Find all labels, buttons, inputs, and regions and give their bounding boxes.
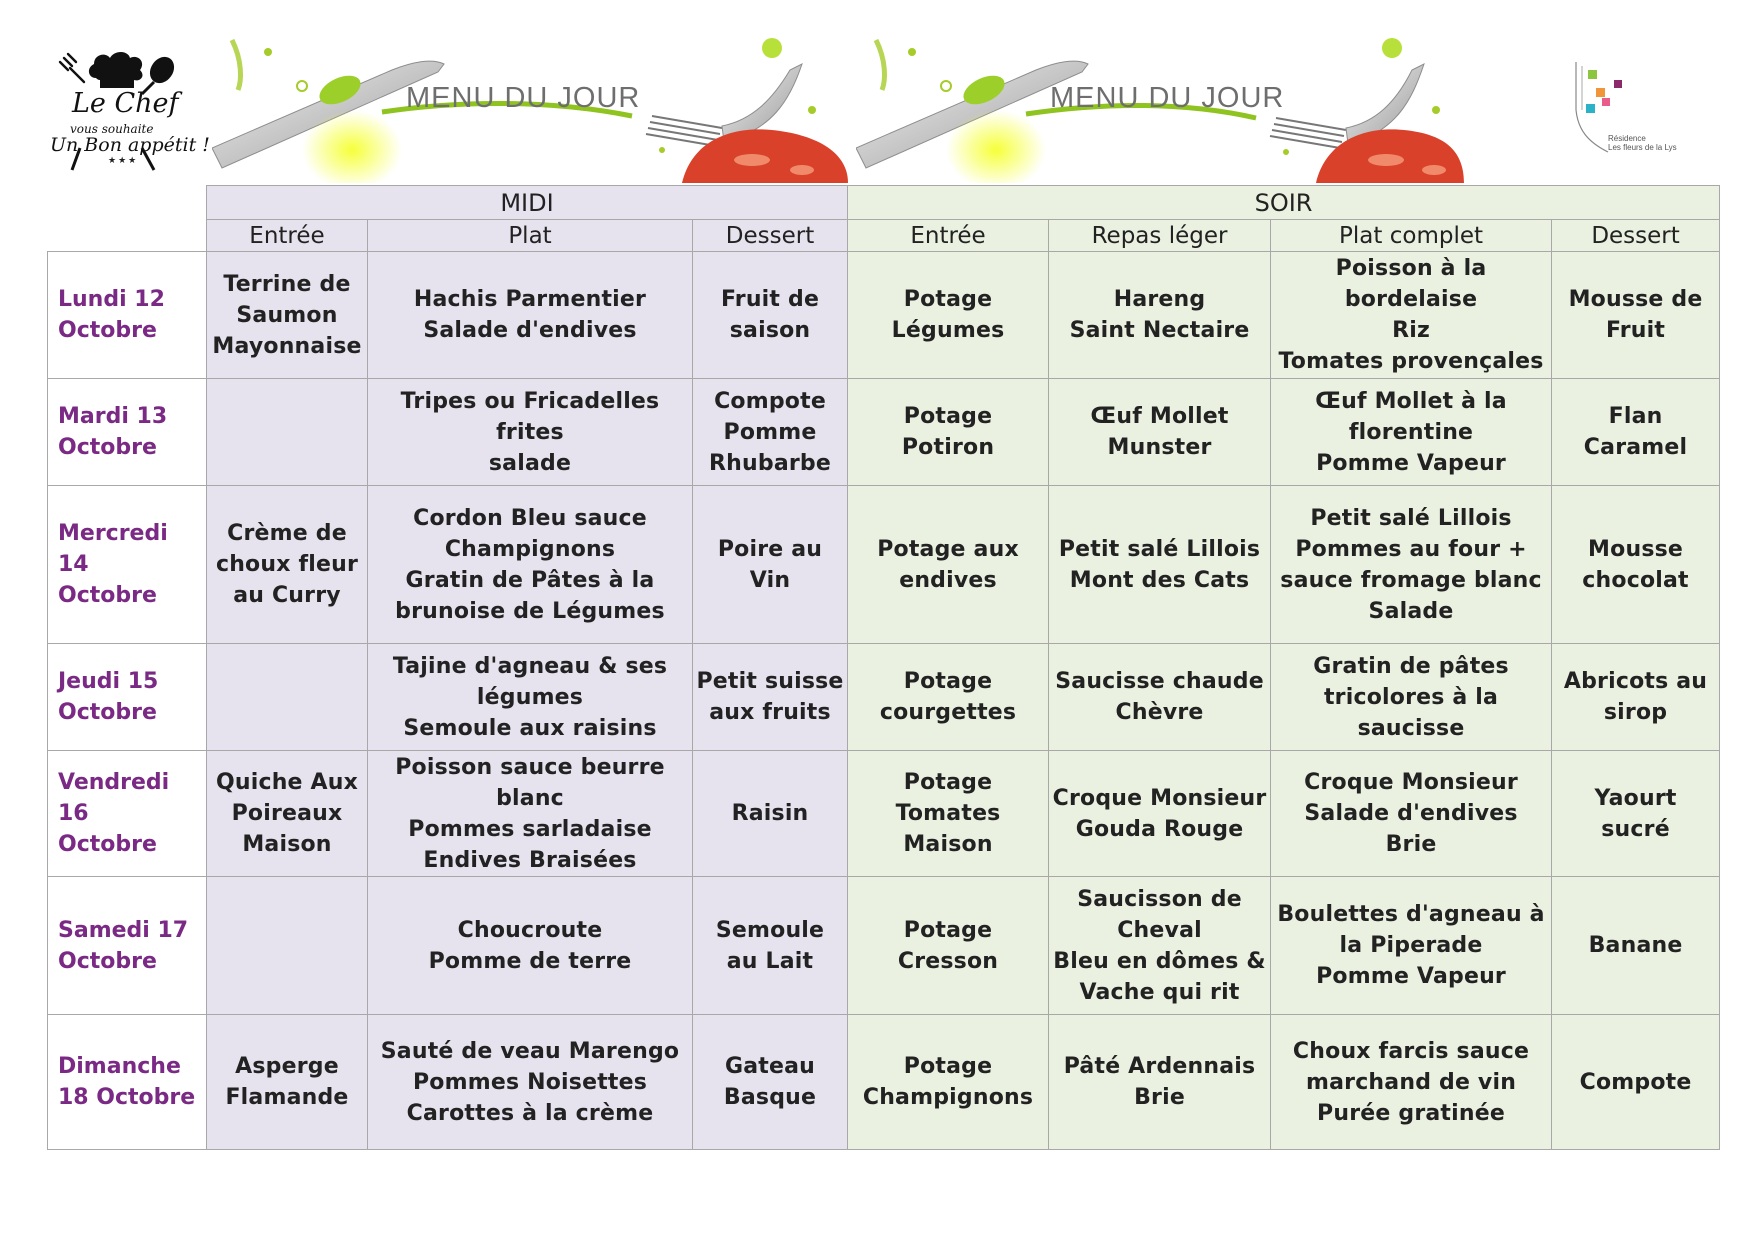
midi-dessert-cell: Semoule au Lait bbox=[693, 877, 848, 1015]
table-row-lundi bbox=[48, 252, 1720, 379]
section-soir: SOIR bbox=[848, 186, 1720, 220]
day-label: Jeudi 15 Octobre bbox=[48, 644, 207, 751]
col-soir-entree: Entrée bbox=[848, 220, 1049, 252]
soir-repas-leger-cell: Œuf Mollet Munster bbox=[1049, 379, 1271, 486]
soir-entree-cell: Potage Cresson bbox=[848, 877, 1049, 1015]
midi-plat-cell: Poisson sauce beurre blanc Pommes sarladaise Endives Braisées bbox=[368, 751, 693, 877]
soir-entree-cell: Potage Légumes bbox=[848, 252, 1049, 379]
col-midi-dessert: Dessert bbox=[693, 220, 848, 252]
soir-entree-cell: Potage Tomates Maison bbox=[848, 751, 1049, 877]
soir-dessert-cell: Abricots au sirop bbox=[1552, 644, 1720, 751]
soir-entree-cell: Potage Champignons bbox=[848, 1015, 1049, 1150]
chef-logo-subtitle: vous souhaite bbox=[70, 122, 154, 136]
weekly-menu-table bbox=[47, 185, 1720, 1150]
chef-logo-stars: ★★★ bbox=[108, 156, 139, 166]
midi-plat-cell: Sauté de veau Marengo Pommes Noisettes Carottes à la crème bbox=[368, 1015, 693, 1150]
menu-banner-right bbox=[856, 30, 1464, 183]
midi-plat-cell: Tajine d'agneau & ses légumes Semoule aux raisins bbox=[368, 644, 693, 751]
midi-plat-cell: Choucroute Pomme de terre bbox=[368, 877, 693, 1015]
chef-logo-tagline: Un Bon appétit ! bbox=[50, 134, 210, 156]
midi-entree-cell bbox=[207, 644, 368, 751]
soir-repas-leger-cell: Croque Monsieur Gouda Rouge bbox=[1049, 751, 1271, 877]
residence-logo-line2: Les fleurs de la Lys bbox=[1608, 143, 1677, 152]
midi-dessert-cell: Gateau Basque bbox=[693, 1015, 848, 1150]
soir-plat-complet-cell: Boulettes d'agneau à la Piperade Pomme Vapeur bbox=[1271, 877, 1552, 1015]
soir-plat-complet-cell: Gratin de pâtes tricolores à la saucisse bbox=[1271, 644, 1552, 751]
soir-plat-complet-cell: Poisson à la bordelaise Riz Tomates provençales bbox=[1271, 252, 1552, 379]
soir-plat-complet-cell: Œuf Mollet à la florentine Pomme Vapeur bbox=[1271, 379, 1552, 486]
soir-repas-leger-cell: Hareng Saint Nectaire bbox=[1049, 252, 1271, 379]
midi-dessert-cell: Poire au Vin bbox=[693, 486, 848, 644]
soir-dessert-cell: Banane bbox=[1552, 877, 1720, 1015]
corner-blank bbox=[48, 220, 207, 252]
table-row-jeudi bbox=[48, 644, 1720, 751]
banner-title-right: MENU DU JOUR bbox=[1050, 82, 1285, 114]
soir-plat-complet-cell: Choux farcis sauce marchand de vin Purée gratinée bbox=[1271, 1015, 1552, 1150]
day-label: Samedi 17 Octobre bbox=[48, 877, 207, 1015]
le-chef-logo bbox=[50, 48, 210, 173]
midi-plat-cell: Cordon Bleu sauce Champignons Gratin de Pâtes à la brunoise de Légumes bbox=[368, 486, 693, 644]
midi-entree-cell: Terrine de Saumon Mayonnaise bbox=[207, 252, 368, 379]
soir-entree-cell: Potage Potiron bbox=[848, 379, 1049, 486]
residence-logo-text bbox=[1608, 134, 1677, 152]
col-soir-repas-leger: Repas léger bbox=[1049, 220, 1271, 252]
soir-repas-leger-cell: Saucisson de Cheval Bleu en dômes & Vache qui rit bbox=[1049, 877, 1271, 1015]
day-label: Dimanche 18 Octobre bbox=[48, 1015, 207, 1150]
soir-plat-complet-cell: Petit salé Lillois Pommes au four + sauce fromage blanc Salade bbox=[1271, 486, 1552, 644]
soir-entree-cell: Potage aux endives bbox=[848, 486, 1049, 644]
section-header-row bbox=[48, 186, 1720, 220]
midi-dessert-cell: Compote Pomme Rhubarbe bbox=[693, 379, 848, 486]
midi-plat-cell: Tripes ou Fricadelles frites salade bbox=[368, 379, 693, 486]
midi-entree-cell: Asperge Flamande bbox=[207, 1015, 368, 1150]
section-midi: MIDI bbox=[207, 186, 848, 220]
soir-dessert-cell: Compote bbox=[1552, 1015, 1720, 1150]
soir-repas-leger-cell: Saucisse chaude Chèvre bbox=[1049, 644, 1271, 751]
menu-banner-left bbox=[212, 30, 848, 183]
table-row-mercredi bbox=[48, 486, 1720, 644]
col-midi-entree: Entrée bbox=[207, 220, 368, 252]
midi-entree-cell: Quiche Aux Poireaux Maison bbox=[207, 751, 368, 877]
banner-title-left: MENU DU JOUR bbox=[406, 82, 641, 114]
table-row-dimanche bbox=[48, 1015, 1720, 1150]
midi-entree-cell: Crème de choux fleur au Curry bbox=[207, 486, 368, 644]
soir-entree-cell: Potage courgettes bbox=[848, 644, 1049, 751]
column-header-row bbox=[48, 220, 1720, 252]
table-row-mardi bbox=[48, 379, 1720, 486]
midi-entree-cell bbox=[207, 877, 368, 1015]
residence-logo-line1: Résidence bbox=[1608, 134, 1646, 143]
col-midi-plat: Plat bbox=[368, 220, 693, 252]
midi-dessert-cell: Petit suisse aux fruits bbox=[693, 644, 848, 751]
corner-blank bbox=[48, 186, 207, 220]
soir-repas-leger-cell: Pâté Ardennais Brie bbox=[1049, 1015, 1271, 1150]
col-soir-plat-complet: Plat complet bbox=[1271, 220, 1552, 252]
soir-dessert-cell: Mousse chocolat bbox=[1552, 486, 1720, 644]
midi-dessert-cell: Fruit de saison bbox=[693, 252, 848, 379]
soir-plat-complet-cell: Croque Monsieur Salade d'endives Brie bbox=[1271, 751, 1552, 877]
chef-logo-title: Le Chef bbox=[72, 88, 179, 119]
soir-dessert-cell: Mousse de Fruit bbox=[1552, 252, 1720, 379]
col-soir-dessert: Dessert bbox=[1552, 220, 1720, 252]
table-row-vendredi bbox=[48, 751, 1720, 877]
soir-repas-leger-cell: Petit salé Lillois Mont des Cats bbox=[1049, 486, 1271, 644]
day-label: Mercredi 14 Octobre bbox=[48, 486, 207, 644]
day-label: Lundi 12 Octobre bbox=[48, 252, 207, 379]
table-row-samedi bbox=[48, 877, 1720, 1015]
soir-dessert-cell: Flan Caramel bbox=[1552, 379, 1720, 486]
soir-dessert-cell: Yaourt sucré bbox=[1552, 751, 1720, 877]
day-label: Vendredi 16 Octobre bbox=[48, 751, 207, 877]
midi-dessert-cell: Raisin bbox=[693, 751, 848, 877]
residence-logo bbox=[1568, 60, 1688, 160]
midi-entree-cell bbox=[207, 379, 368, 486]
midi-plat-cell: Hachis Parmentier Salade d'endives bbox=[368, 252, 693, 379]
day-label: Mardi 13 Octobre bbox=[48, 379, 207, 486]
